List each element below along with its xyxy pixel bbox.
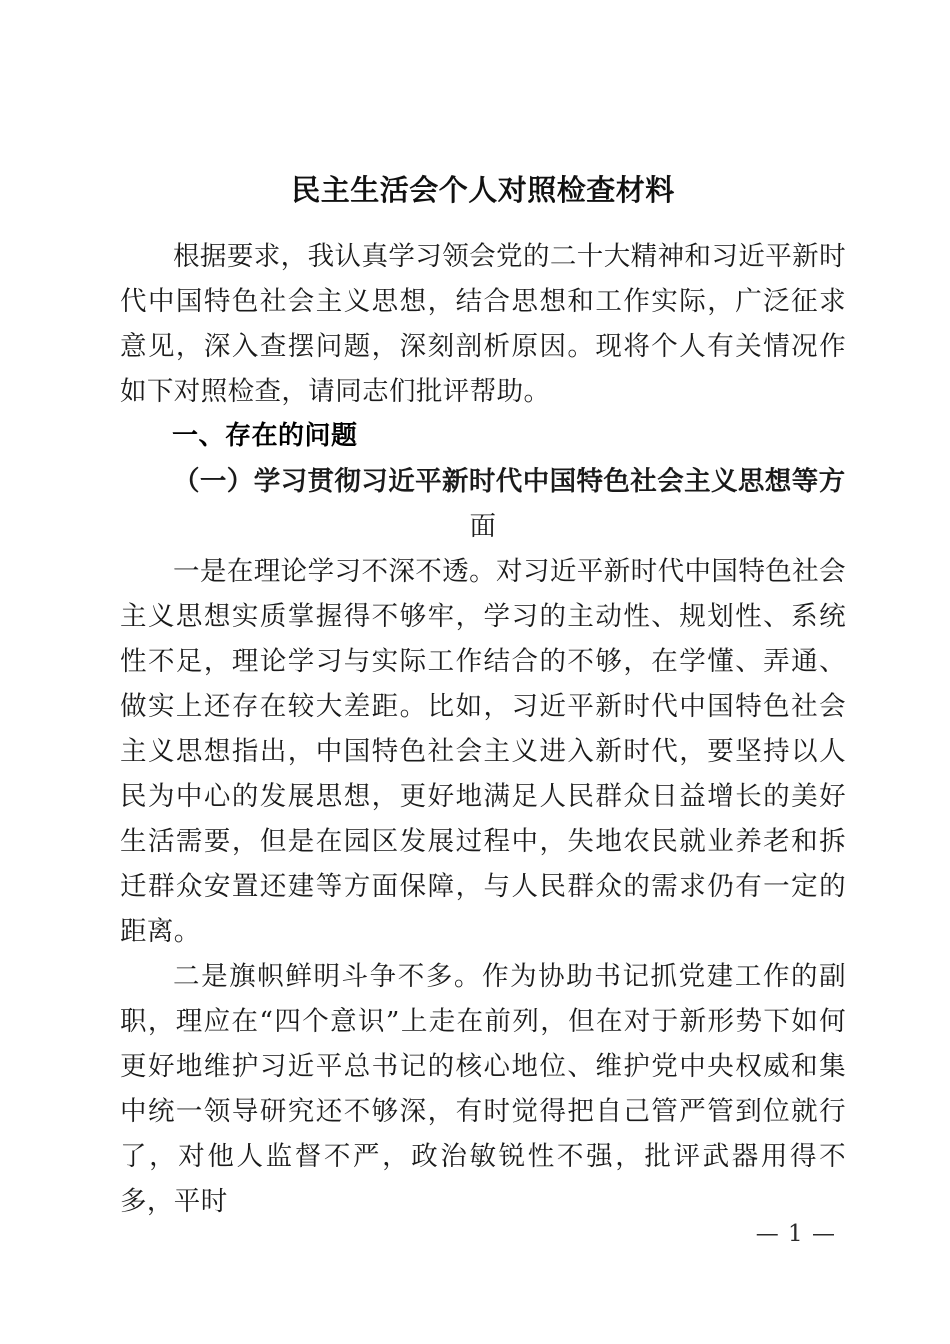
paragraph-point-one: 一是在理论学习不深不透。对习近平新时代中国特色社会主义思想实质掌握得不够牢，学习的主动性、规划性、系统性不足，理论学习与实际工作结合的不够，在学懂、弄通、做实上还存在较大差距。比如，习近平新时代中国特色社会主义思想指出，中国特色社会主义进入新时代，要坚持以人民为中心的发展思想，更好地满足人民群众日益增长的美好生活需要，但是在园区发展过程中，失地农民就业养老和拆迁群众安置还建等方面保障，与人民群众的需求仍有一定的距离。 [120, 556, 846, 947]
heading-subsection-one-overflow: 面 [469, 511, 497, 542]
heading-existing-problems: 一、存在的问题 [172, 421, 358, 451]
intro-paragraph: 根据要求，我认真学习领会党的二十大精神和习近平新时代中国特色社会主义思想，结合思想和工作实际，广泛征求意见，深入查摆问题，深刻剖析原因。现将个人有关情况作如下对照检查，请同志们批评帮助。 [120, 241, 846, 407]
heading-subsection-one: （一）学习贯彻习近平新时代中国特色社会主义思想等方 [173, 466, 846, 497]
paragraph-point-two: 二是旗帜鲜明斗争不多。作为协助书记抓党建工作的副职，理应在“四个意识”上走在前列，但在对于新形势下如何更好地维护习近平总书记的核心地位、维护党中央权威和集中统一领导研究还不够深，有时觉得把自己管严管到位就行了，对他人监督不严，政治敏锐性不强，批评武器用得不多，平时 [120, 961, 846, 1217]
page-title: 民主生活会个人对照检查材料 [291, 173, 675, 207]
document-content [120, 0, 846, 1224]
page-number: — 1 — [755, 1221, 836, 1247]
